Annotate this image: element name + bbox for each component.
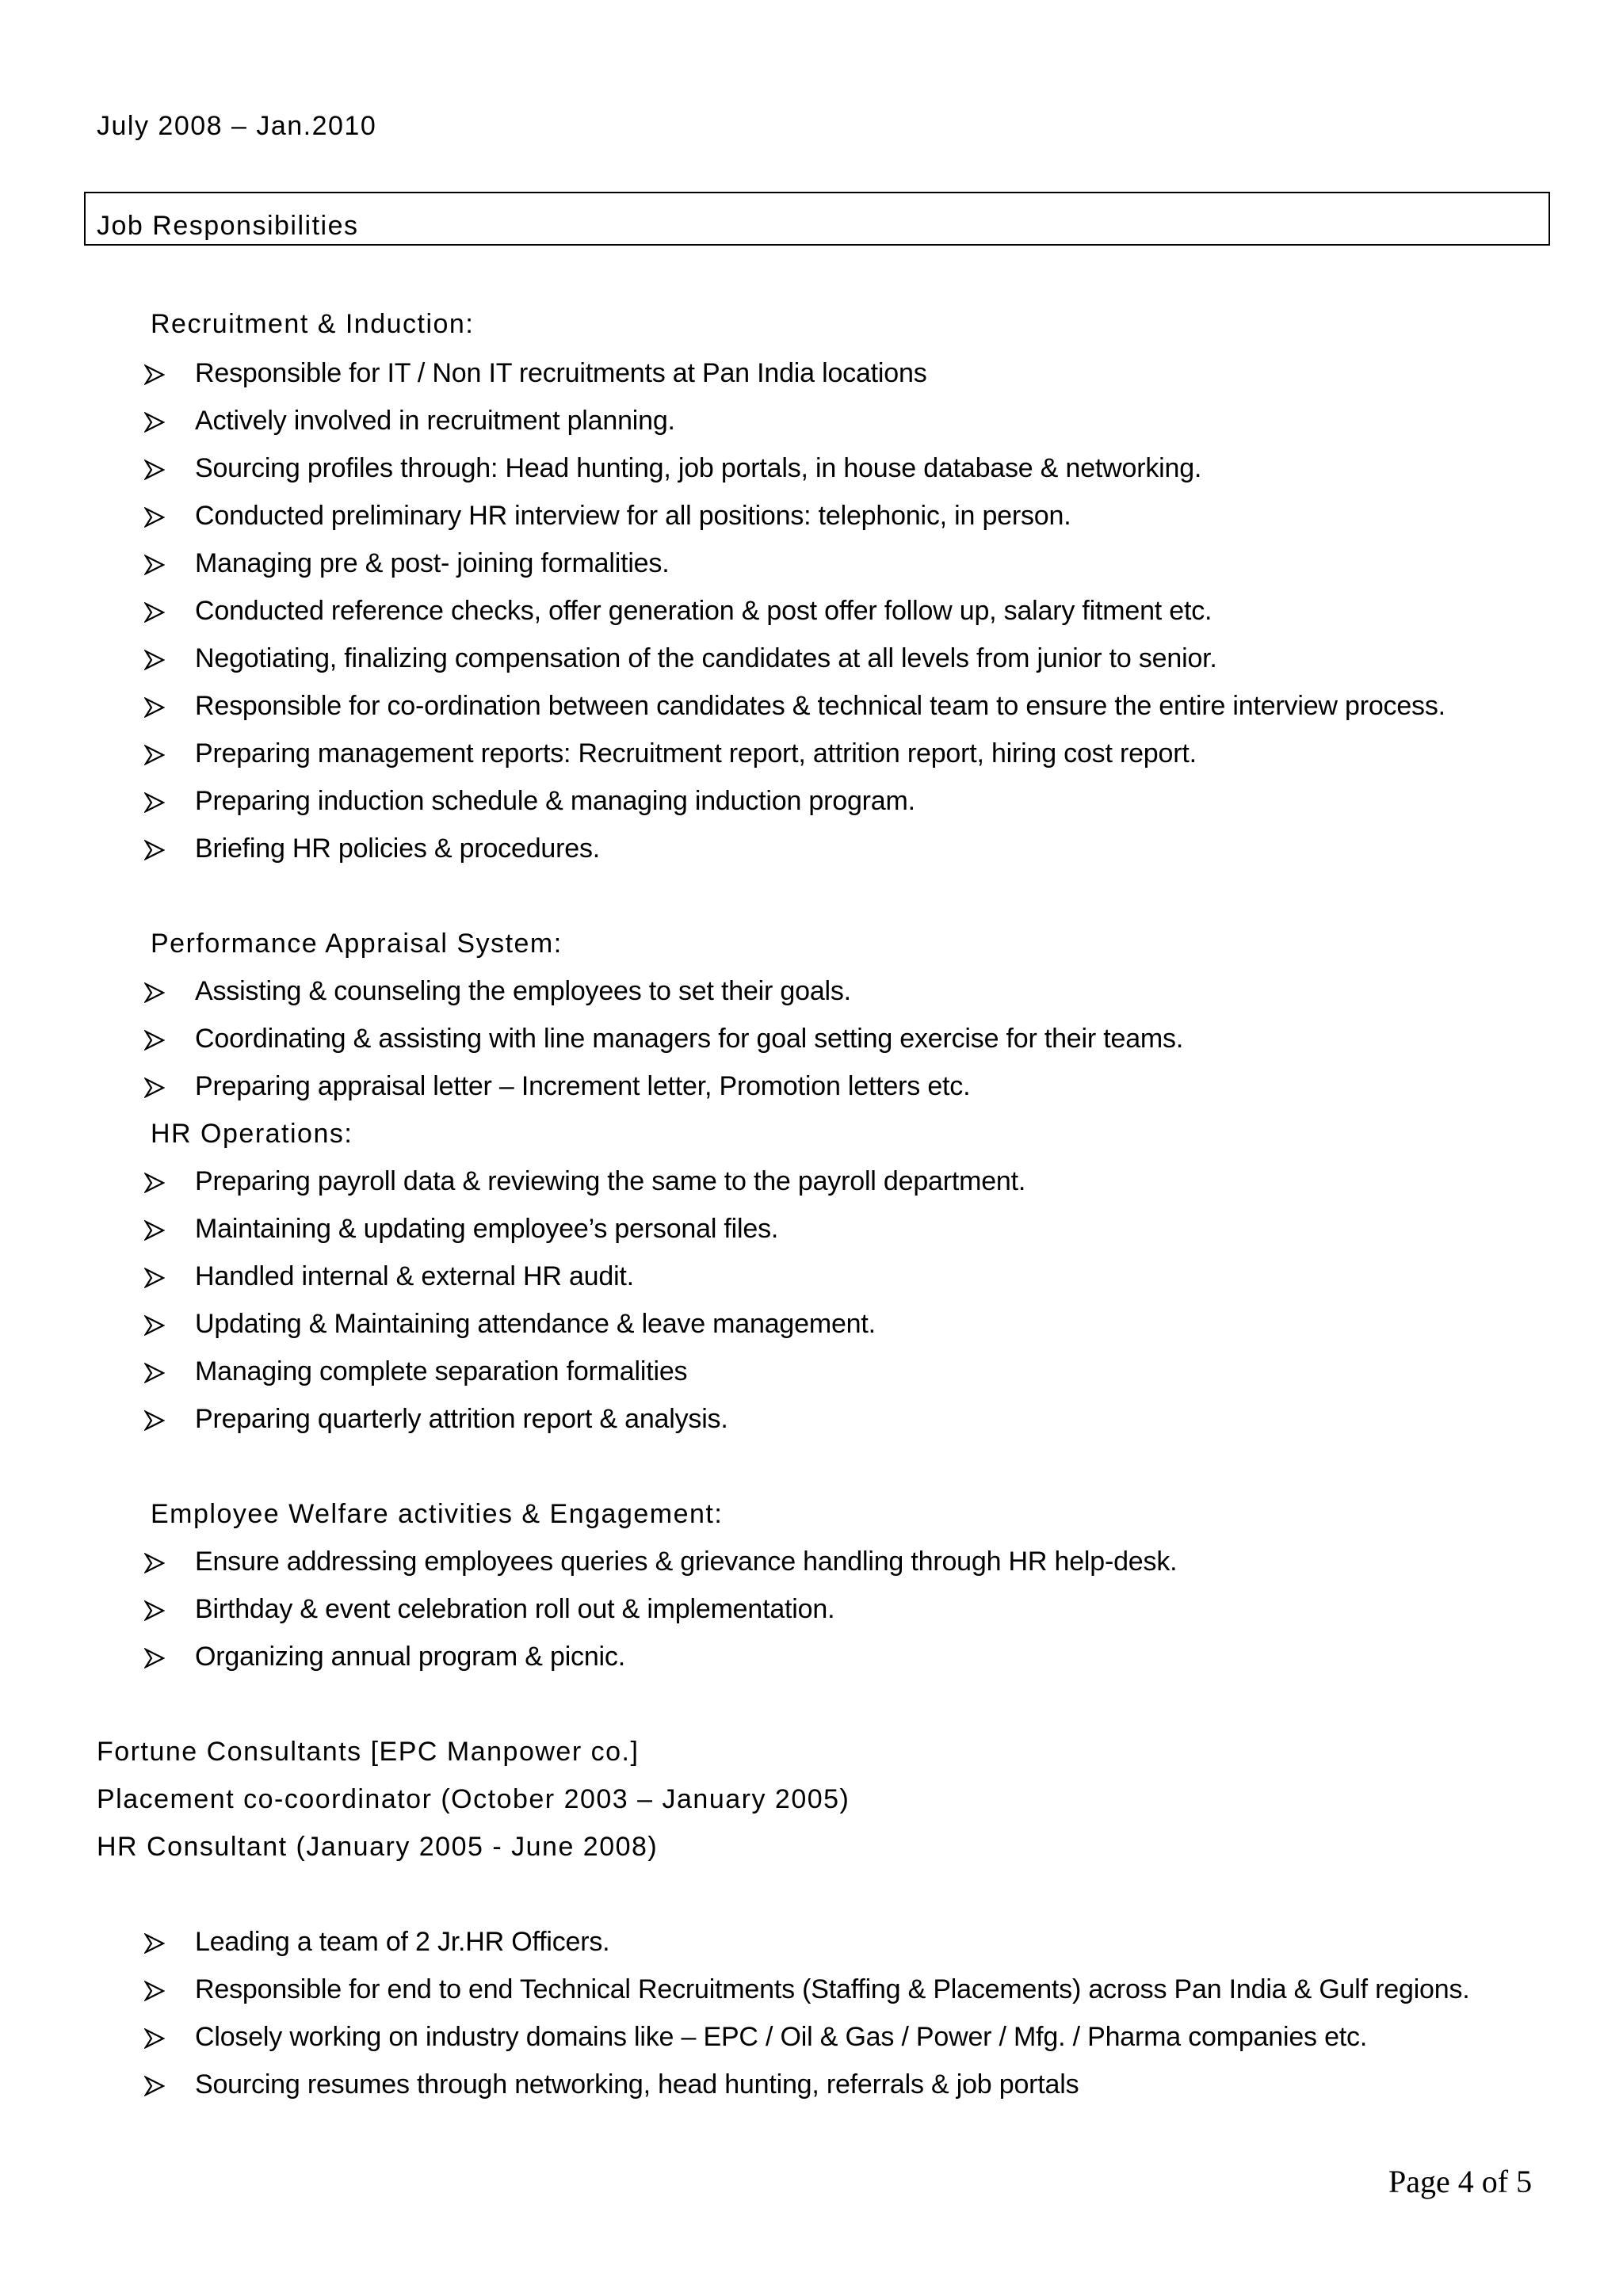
list-item-text: Responsible for end to end Technical Recruitments (Staffing & Placements) across Pan India & Gulf regions.	[195, 1974, 1470, 2004]
list-item	[144, 2022, 1571, 2057]
arrowhead-bullet-icon	[144, 507, 165, 528]
list-item-text: Ensure addressing employees queries & grievance handling through HR help-desk.	[195, 1547, 1178, 1577]
arrowhead-bullet-icon	[144, 1648, 165, 1669]
list-item-text: Updating & Maintaining attendance & leave management.	[195, 1309, 876, 1339]
section-title-performance-appraisal: Performance Appraisal System:	[151, 929, 563, 959]
page-number: Page 4 of 5	[1388, 2164, 1533, 2199]
list-item	[144, 358, 1571, 393]
list-item	[144, 691, 1571, 726]
date-range: July 2008 – Jan.2010	[97, 111, 377, 141]
arrowhead-bullet-icon	[144, 2076, 165, 2096]
role-placement-coordinator: Placement co-coordinator (October 2003 – January 2005)	[97, 1784, 850, 1814]
list-item-text: Organizing annual program & picnic.	[195, 1642, 625, 1672]
arrowhead-bullet-icon	[144, 364, 165, 385]
list-item	[144, 1166, 1571, 1201]
list-item-text: Briefing HR policies & procedures.	[195, 833, 600, 864]
list-item-text: Handled internal & external HR audit.	[195, 1261, 634, 1291]
list-item-text: Responsible for IT / Non IT recruitments at Pan India locations	[195, 358, 927, 388]
section-title-hr-operations: HR Operations:	[151, 1119, 353, 1149]
arrowhead-bullet-icon	[144, 1363, 165, 1383]
list-item	[144, 1261, 1571, 1296]
list-item	[144, 976, 1571, 1011]
list-item	[144, 1214, 1571, 1249]
role-hr-consultant: HR Consultant (January 2005 - June 2008)	[97, 1832, 659, 1862]
list-item	[144, 1404, 1571, 1439]
list-item	[144, 1356, 1571, 1391]
arrowhead-bullet-icon	[144, 1077, 165, 1098]
list-item	[144, 1547, 1571, 1581]
list-item-text: Sourcing profiles through: Head hunting, job portals, in house database & networking.	[195, 453, 1202, 483]
list-item-text: Conducted preliminary HR interview for all positions: telephonic, in person.	[195, 501, 1071, 531]
arrowhead-bullet-icon	[144, 555, 165, 575]
list-item-text: Actively involved in recruitment planning.	[195, 406, 675, 436]
arrowhead-bullet-icon	[144, 1553, 165, 1573]
list-item-text: Conducted reference checks, offer generation & post offer follow up, salary fitment etc.	[195, 596, 1212, 626]
list-item	[144, 453, 1571, 488]
list-item-text: Birthday & event celebration roll out & implementation.	[195, 1594, 835, 1624]
arrowhead-bullet-icon	[144, 840, 165, 860]
list-item-text: Preparing appraisal letter – Increment letter, Promotion letters etc.	[195, 1071, 971, 1101]
arrowhead-bullet-icon	[144, 697, 165, 718]
job-responsibilities-box	[84, 192, 1550, 246]
list-item	[144, 1024, 1571, 1058]
arrowhead-bullet-icon	[144, 1933, 165, 1954]
arrowhead-bullet-icon	[144, 1173, 165, 1193]
list-item	[144, 2069, 1571, 2104]
list-item	[144, 738, 1571, 773]
arrowhead-bullet-icon	[144, 650, 165, 670]
list-item-text: Coordinating & assisting with line managers for goal setting exercise for their teams.	[195, 1024, 1184, 1054]
list-item-text: Leading a team of 2 Jr.HR Officers.	[195, 1927, 610, 1957]
list-item	[144, 1642, 1571, 1676]
list-item	[144, 501, 1571, 536]
list-item-text: Negotiating, finalizing compensation of the candidates at all levels from junior to senior.	[195, 643, 1217, 673]
section-title-recruitment: Recruitment & Induction:	[151, 309, 475, 339]
list-item-text: Sourcing resumes through networking, head hunting, referrals & job portals	[195, 2069, 1079, 2100]
list-item-text: Maintaining & updating employee’s personal files.	[195, 1214, 779, 1244]
list-item	[144, 833, 1571, 868]
arrowhead-bullet-icon	[144, 982, 165, 1003]
list-item	[144, 786, 1571, 821]
list-item-text: Preparing quarterly attrition report & analysis.	[195, 1404, 728, 1434]
list-item	[144, 596, 1571, 631]
arrowhead-bullet-icon	[144, 2028, 165, 2049]
arrowhead-bullet-icon	[144, 1220, 165, 1241]
list-item-text: Responsible for co-ordination between candidates & technical team to ensure the entire interview process.	[195, 691, 1445, 721]
list-item	[144, 548, 1571, 583]
arrowhead-bullet-icon	[144, 1268, 165, 1288]
list-item-text: Managing complete separation formalities	[195, 1356, 688, 1386]
arrowhead-bullet-icon	[144, 745, 165, 765]
list-item-text: Assisting & counseling the employees to set their goals.	[195, 976, 851, 1006]
arrowhead-bullet-icon	[144, 1030, 165, 1051]
arrowhead-bullet-icon	[144, 412, 165, 433]
arrowhead-bullet-icon	[144, 460, 165, 480]
list-item	[144, 1071, 1571, 1106]
list-item	[144, 1927, 1571, 1962]
arrowhead-bullet-icon	[144, 1315, 165, 1336]
list-item	[144, 1974, 1571, 2009]
arrowhead-bullet-icon	[144, 1981, 165, 2001]
arrowhead-bullet-icon	[144, 602, 165, 623]
company-name: Fortune Consultants [EPC Manpower co.]	[97, 1737, 640, 1767]
list-item-text: Preparing induction schedule & managing induction program.	[195, 786, 915, 816]
list-item-text: Closely working on industry domains like – EPC / Oil & Gas / Power / Mfg. / Pharma companies etc.	[195, 2022, 1368, 2052]
list-item	[144, 1594, 1571, 1629]
list-item	[144, 406, 1571, 441]
section-title-employee-welfare: Employee Welfare activities & Engagement:	[151, 1499, 724, 1529]
list-item-text: Preparing payroll data & reviewing the same to the payroll department.	[195, 1166, 1026, 1196]
list-item-text: Managing pre & post- joining formalities.	[195, 548, 670, 578]
arrowhead-bullet-icon	[144, 1410, 165, 1431]
arrowhead-bullet-icon	[144, 792, 165, 813]
list-item-text: Preparing management reports: Recruitment report, attrition report, hiring cost report.	[195, 738, 1197, 769]
arrowhead-bullet-icon	[144, 1600, 165, 1621]
list-item	[144, 643, 1571, 678]
list-item	[144, 1309, 1571, 1344]
job-responsibilities-title: Job Responsibilities	[97, 211, 359, 241]
